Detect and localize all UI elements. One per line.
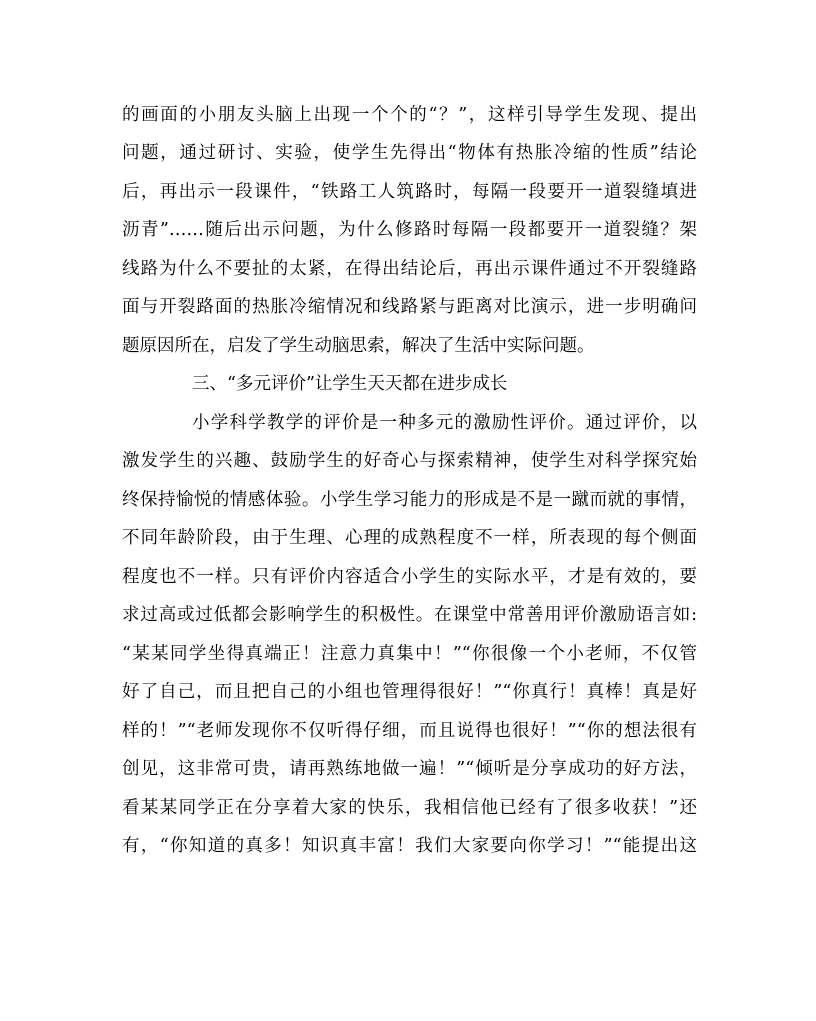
section-heading: 三、“多元评价”让学生天天都在进步成长	[192, 374, 508, 394]
paragraph-1-line: 线路为什么不要扯的太紧，在得出结论后，再出示课件通过不开裂缝路	[122, 259, 697, 279]
paragraph-1-line: 问题，通过研讨、实验，使学生先得出“物体有热胀冷缩的性质”结论	[122, 143, 697, 163]
paragraph-2-line: “某某同学坐得真端正！注意力真集中！”“你很像一个小老师，不仅管	[122, 644, 697, 664]
paragraph-2-line: 有，“你知道的真多！知识真丰富！我们大家要向你学习！”“能提出这	[122, 836, 697, 856]
paragraph-1-line: 题原因所在，启发了学生动脑思索，解决了生活中实际问题。	[122, 336, 595, 356]
paragraph-2-line: 求过高或过低都会影响学生的积极性。在课堂中常善用评价激励语言如:	[122, 605, 697, 625]
paragraph-1-line: 后，再出示一段课件，“铁路工人筑路时，每隔一段要开一道裂缝填进	[122, 182, 697, 202]
paragraph-2-line: 样的！”“老师发现你不仅听得仔细，而且说得也很好！”“你的想法很有	[122, 721, 697, 741]
paragraph-2-line: 激发学生的兴趣、鼓励学生的好奇心与探索精神，使学生对科学探究始	[122, 451, 697, 471]
paragraph-2-line: 好了自己，而且把自己的小组也管理得很好！”“你真行！真棒！真是好	[122, 682, 697, 702]
paragraph-1-line: 的画面的小朋友头脑上出现一个个的“？”，这样引导学生发现、提出	[122, 105, 697, 125]
paragraph-1-line: 面与开裂路面的热胀冷缩情况和线路紧与距离对比演示，进一步明确问	[122, 297, 697, 317]
paragraph-2-line: 小学科学教学的评价是一种多元的激励性评价。通过评价，以	[192, 413, 697, 433]
paragraph-1-line: 沥青”……随后出示问题，为什么修路时每隔一段都要开一道裂缝？架	[122, 220, 697, 240]
paragraph-2-line: 创见，这非常可贵，请再熟练地做一遍！”“倾听是分享成功的好方法，	[122, 759, 697, 779]
paragraph-2-line: 看某某同学正在分享着大家的快乐，我相信他已经有了很多收获！”还	[122, 798, 697, 818]
paragraph-2-line: 不同年龄阶段，由于生理、心理的成熟程度不一样，所表现的每个侧面	[122, 528, 697, 548]
paragraph-2-line: 程度也不一样。只有评价内容适合小学生的实际水平，才是有效的，要	[122, 567, 697, 587]
paragraph-2-line: 终保持愉悦的情感体验。小学生学习能力的形成是不是一蹴而就的事情，	[122, 490, 697, 510]
